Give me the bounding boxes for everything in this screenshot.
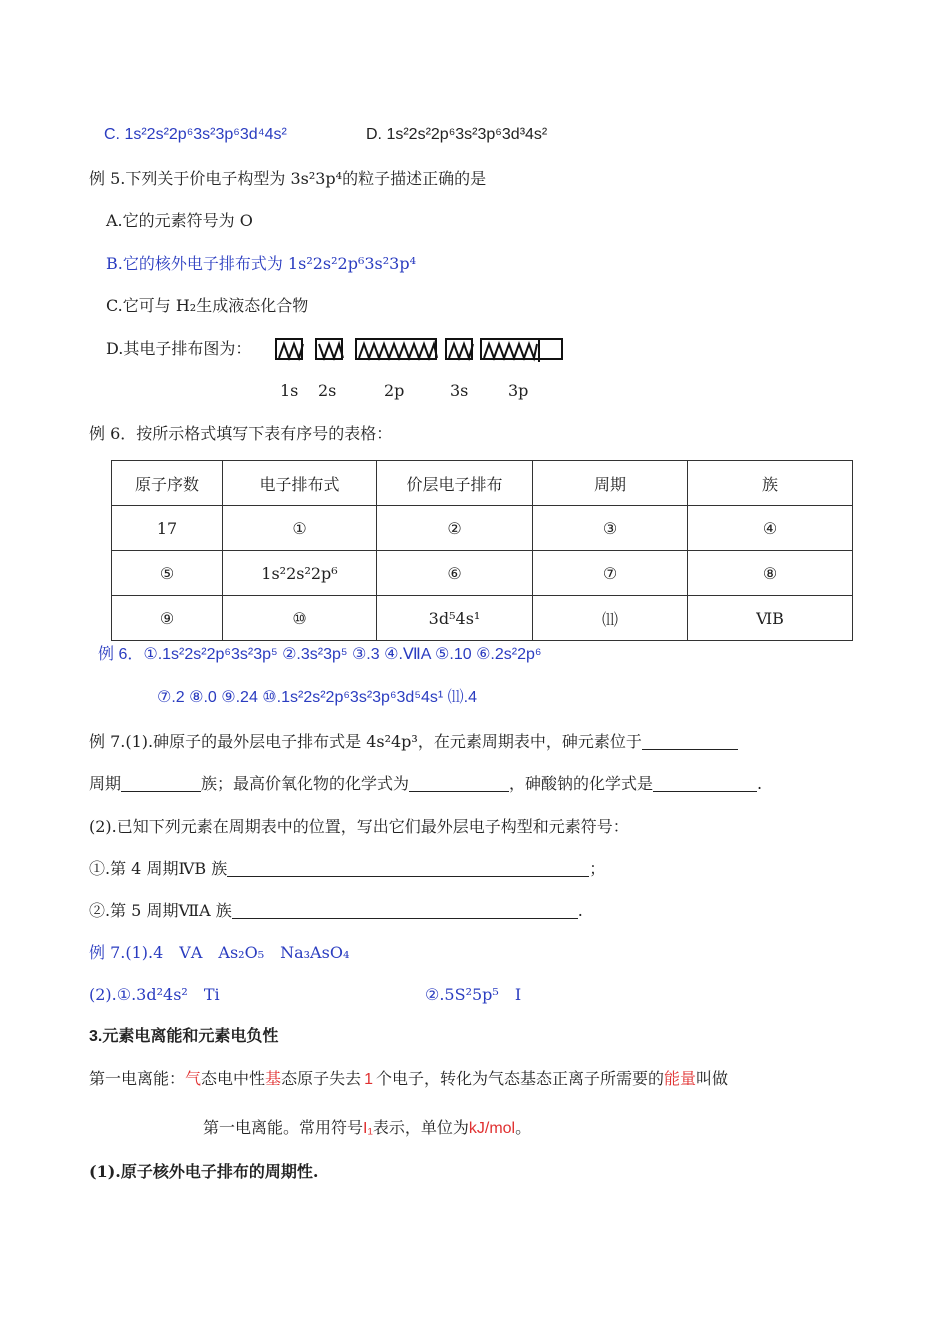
table-cell: 17 xyxy=(112,506,223,551)
highlight-text: 基 xyxy=(265,1069,282,1088)
example6-answer-line2: ⑦.2 ⑧.0 ⑨.24 ⑩.1s²2s²2p⁶3s²3p⁶3d⁵4s¹ ⑾.4 xyxy=(157,689,477,706)
orbital-label-1s: 1s xyxy=(280,381,299,400)
table-header: 价层电子排布 xyxy=(377,461,533,506)
table-cell: ⑥ xyxy=(377,551,533,596)
answer-blank[interactable] xyxy=(227,860,589,877)
semicolon-mark: ； xyxy=(589,859,606,878)
ionization-definition-line1 xyxy=(89,1068,728,1091)
table-cell: ① xyxy=(223,506,377,551)
table-cell: ② xyxy=(377,506,533,551)
definition-text: 表示，单位为 xyxy=(372,1118,469,1137)
example5-option-c: C.它可与 H₂生成液态化合物 xyxy=(106,296,309,315)
table-cell: ③ xyxy=(533,506,688,551)
orbital-label-2p: 2p xyxy=(384,381,405,400)
table-cell: ⑾ xyxy=(533,596,688,641)
subsection-title: (1).原子核外电子排布的周期性. xyxy=(89,1162,319,1181)
orbital-box-3p xyxy=(480,338,563,360)
orbital-box-2p xyxy=(355,338,437,360)
example6-stem: 例 6．按所示格式填写下表有序号的表格： xyxy=(89,424,393,443)
orbital-label-2s: 2s xyxy=(318,381,337,400)
definition-text: 态电中性 xyxy=(201,1069,266,1088)
orbital-label-3p: 3p xyxy=(508,381,529,400)
period-mark: . xyxy=(577,901,583,920)
table-row xyxy=(112,596,853,641)
period-mark: . xyxy=(757,774,763,793)
table-cell: ⑨ xyxy=(112,596,223,641)
definition-text: 第一电离能： xyxy=(89,1069,186,1088)
example7-answer-1: 例 7.(1).4 ⅤA As₂O₅ Na₃AsO₄ xyxy=(89,943,350,962)
example7-q1-line1 xyxy=(89,731,738,753)
example7-q2: (2).已知下列元素在周期表中的位置，写出它们最外层电子构型和元素符号： xyxy=(89,817,629,836)
example7-answer-2b: ②.5S²5p⁵ I xyxy=(425,985,522,1004)
example7-q2-item2 xyxy=(89,900,583,922)
option-d-line xyxy=(366,124,547,146)
table-header: 族 xyxy=(688,461,853,506)
table-header: 电子排布式 xyxy=(223,461,377,506)
example7-q1-text: 例 7.(1).砷原子的最外层电子排布式是 4s²4p³，在元素周期表中，砷元素位于 xyxy=(89,732,642,751)
example5-option-d: D.其电子排布图为： xyxy=(106,339,252,358)
example7-q2-item1-text: ①.第 4 周期ⅣB 族 xyxy=(89,859,228,878)
answer-blank[interactable] xyxy=(232,902,578,919)
table-cell: 1s²2s²2p⁶ xyxy=(223,551,377,596)
example6-table xyxy=(111,460,853,641)
answer-blank[interactable] xyxy=(121,775,201,792)
definition-text: 个电子，转化为气态基态正离子所需要的 xyxy=(375,1069,664,1088)
orbital-box-3s xyxy=(445,338,473,360)
answer-blank[interactable] xyxy=(642,733,738,750)
table-cell: ⑧ xyxy=(688,551,853,596)
ionization-definition-line2 xyxy=(203,1117,531,1140)
table-header: 原子序数 xyxy=(112,461,223,506)
highlight-text: 气 xyxy=(185,1069,202,1088)
example7-q2-item1 xyxy=(89,858,605,880)
example5-option-a: A.它的元素符号为 O xyxy=(106,211,253,230)
table-header-row xyxy=(112,461,853,506)
example7-q2-item2-text: ②.第 5 周期ⅦA 族 xyxy=(89,901,232,920)
unit-text: kJ/mol xyxy=(468,1120,516,1137)
orbital-box-1s xyxy=(275,338,303,360)
table-cell: ⑩ xyxy=(223,596,377,641)
table-cell: ⑦ xyxy=(533,551,688,596)
table-row xyxy=(112,551,853,596)
orbital-box-2s xyxy=(315,338,343,360)
table-header: 周期 xyxy=(533,461,688,506)
example5-option-b: B.它的核外电子排布式为 1s²2s²2p⁶3s²3p⁴ xyxy=(106,254,417,273)
example7-q1-salt: ，砷酸钠的化学式是 xyxy=(509,774,654,793)
table-cell: ④ xyxy=(688,506,853,551)
highlight-text: 1 xyxy=(364,1071,373,1088)
definition-text: 态原子失去 xyxy=(281,1069,362,1088)
table-cell: ⅥB xyxy=(688,596,853,641)
example7-q1-line2 xyxy=(89,773,762,795)
section-title: 3.元素电离能和元素电负性 xyxy=(89,1028,279,1045)
orbital-label-3s: 3s xyxy=(450,381,469,400)
answer-blank[interactable] xyxy=(653,775,757,792)
definition-text: 第一电离能。常用符号 xyxy=(203,1118,364,1137)
highlight-text: 能量 xyxy=(664,1069,697,1088)
symbol-text: I₁ xyxy=(363,1120,373,1137)
example7-q1-group: 族；最高价氧化物的化学式为 xyxy=(201,774,410,793)
option-c-line xyxy=(104,124,287,146)
example5-stem: 例 5.下列关于价电子构型为 3s²3p⁴的粒子描述正确的是 xyxy=(89,169,487,188)
definition-text: 叫做 xyxy=(696,1069,729,1088)
definition-text: 。 xyxy=(515,1118,532,1137)
table-row xyxy=(112,506,853,551)
example6-answer-line1: 例 6．①.1s²2s²2p⁶3s²3p⁵ ②.3s²3p⁵ ③.3 ④.ⅦA ⑤.10 ⑥.2s²2p⁶ xyxy=(98,646,542,663)
table-cell: 3d⁵4s¹ xyxy=(377,596,533,641)
table-cell: ⑤ xyxy=(112,551,223,596)
answer-blank[interactable] xyxy=(409,775,509,792)
example7-q1-period: 周期 xyxy=(89,774,122,793)
option-c: C. 1s²2s²2p⁶3s²3p⁶3d⁴4s² xyxy=(104,126,287,143)
example7-answer-2a: (2).①.3d²4s² Ti xyxy=(89,985,220,1004)
option-d: D. 1s²2s²2p⁶3s²3p⁶3d³4s² xyxy=(366,126,548,143)
